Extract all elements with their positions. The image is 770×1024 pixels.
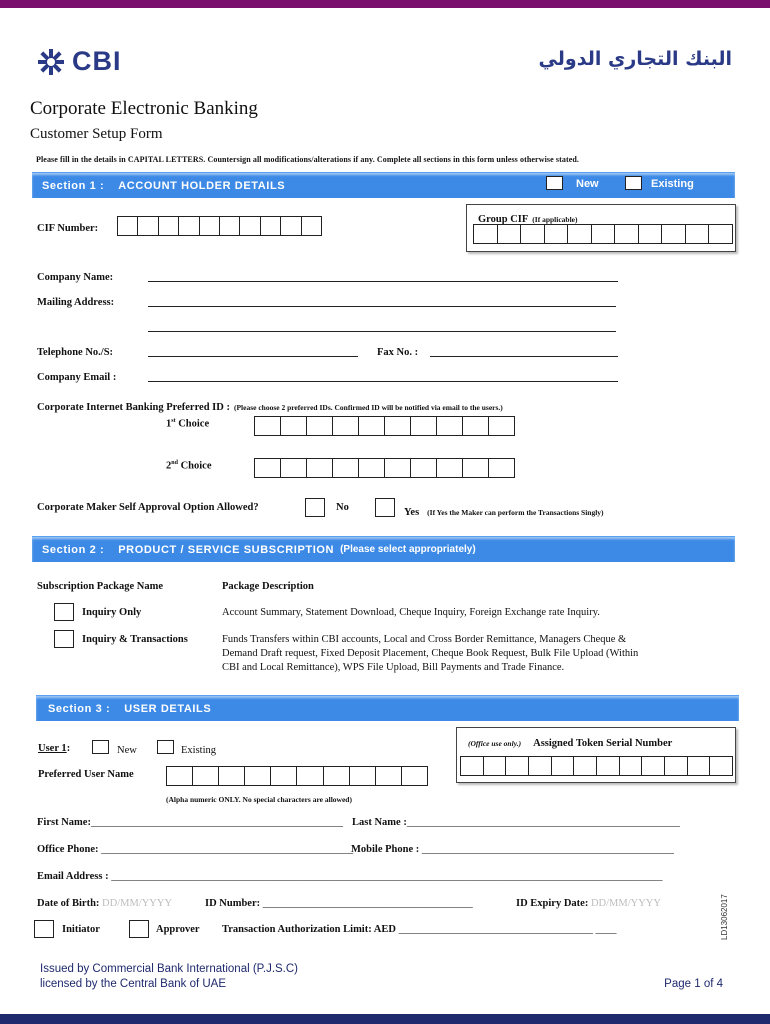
self-approval-yes-checkbox[interactable] (375, 498, 395, 517)
id-expiry-row (516, 898, 661, 909)
id-number-label: ID Number: (205, 898, 261, 909)
first-choice-label: 1st Choice (166, 418, 210, 430)
initiator-label: Initiator (62, 924, 100, 935)
office-use-title (468, 733, 672, 751)
cif-number-label: CIF Number: (37, 223, 99, 234)
document-code: LD13062017 (720, 894, 729, 940)
date-of-birth-label: Date of Birth: (37, 898, 100, 909)
preferred-id-row (37, 397, 503, 415)
bottom-accent-bar (0, 1014, 770, 1024)
self-approval-yes-row (404, 502, 604, 520)
mailing-address-label: Mailing Address: (37, 297, 115, 308)
logo-text: CBI (72, 46, 122, 76)
cif-number-input[interactable] (117, 216, 322, 236)
transaction-limit-row (222, 924, 616, 935)
id-expiry-field[interactable]: DD/MM/YYYY (590, 898, 661, 909)
top-accent-bar (0, 0, 770, 8)
office-phone-row (37, 844, 353, 855)
self-approval-label: Corporate Maker Self Approval Option Allowed? (37, 502, 259, 513)
fax-label: Fax No. : (377, 347, 419, 358)
section-2-heading: PRODUCT / SERVICE SUBSCRIPTION (118, 543, 335, 556)
section-2-heading-note: (Please select appropriately) (340, 544, 476, 555)
instructions-text: Please fill in the details in CAPITAL LETTERS. Countersign all modifications/alterations if any. Complete all sections in this form unless otherwise stated. (36, 155, 580, 164)
inquiry-transactions-description-line-3: CBI and Local Remittance), WPS File Upload, Bill Payments and Trade Finance. (222, 662, 565, 673)
inquiry-transactions-description-line-1: Funds Transfers within CBI accounts, Local and Cross Border Remittance, Managers Cheque & (222, 634, 627, 645)
user-existing-label: Existing (181, 745, 217, 756)
group-cif-input[interactable] (473, 224, 733, 244)
preferred-user-name-label: Preferred User Name (38, 769, 134, 780)
mobile-phone-field[interactable]: ________________________________________________ (421, 844, 674, 855)
office-phone-label: Office Phone: (37, 844, 99, 855)
section-2-header (32, 536, 735, 562)
cbi-logo (36, 46, 122, 77)
first-name-row (37, 817, 343, 828)
user-existing-checkbox[interactable] (157, 740, 174, 754)
user-new-label: New (117, 745, 137, 756)
id-number-field[interactable]: ________________________________________ (262, 898, 473, 909)
email-address-label: Email Address : (37, 871, 109, 882)
footer-issuer: Issued by Commercial Bank International (P.J.S.C) (40, 963, 299, 975)
second-choice-label: 2nd Choice (166, 460, 212, 472)
preferred-user-name-input[interactable] (166, 766, 428, 786)
last-name-row (352, 817, 680, 828)
existing-account-checkbox[interactable] (625, 176, 642, 190)
company-name-field[interactable] (148, 281, 618, 282)
transaction-limit-label: Transaction Authorization Limit: AED (222, 924, 396, 935)
footer-license: licensed by the Central Bank of UAE (40, 978, 227, 990)
date-of-birth-row (37, 898, 172, 909)
user-new-checkbox[interactable] (92, 740, 109, 754)
self-approval-yes-label: Yes (404, 507, 420, 518)
preferred-id-note: (Please choose 2 preferred IDs. Confirmed ID will be notified via email to the users.) (233, 403, 503, 412)
section-3-heading: USER DETAILS (124, 702, 212, 715)
company-email-field[interactable] (148, 381, 618, 382)
last-name-field[interactable]: ____________________________________________________ (406, 817, 680, 828)
first-choice-id-input[interactable] (254, 416, 515, 436)
section-3-header (36, 695, 739, 721)
mailing-address-field-2[interactable] (148, 331, 616, 332)
initiator-checkbox[interactable] (34, 920, 54, 938)
first-name-label: First Name: (37, 817, 91, 828)
id-expiry-label: ID Expiry Date: (516, 898, 589, 909)
inquiry-transactions-description-line-2: Demand Draft request, Fixed Deposit Placement, Cheque Book Request, Bulk File Upload (Within (222, 648, 639, 659)
first-name-field[interactable]: ________________________________________________ (90, 817, 343, 828)
id-number-row (205, 898, 473, 909)
section-1-heading: ACCOUNT HOLDER DETAILS (118, 179, 286, 192)
email-address-field[interactable]: _________________________________________________________________________________________________________ (111, 871, 663, 882)
new-account-label: New (576, 178, 599, 190)
group-cif-label: Group CIF (478, 214, 529, 225)
mailing-address-field-1[interactable] (148, 306, 616, 307)
office-use-note: (Office use only.) (468, 739, 522, 748)
new-account-checkbox[interactable] (546, 176, 563, 190)
inquiry-transactions-checkbox[interactable] (54, 630, 74, 648)
page-title: Corporate Electronic Banking (30, 98, 258, 119)
telephone-label: Telephone No./S: (37, 347, 114, 358)
token-serial-label: Assigned Token Serial Number (533, 738, 673, 749)
approver-label: Approver (156, 924, 200, 935)
self-approval-yes-note: (If Yes the Maker can perform the Transactions Singly) (427, 508, 604, 517)
last-name-label: Last Name : (352, 817, 407, 828)
token-serial-input[interactable] (460, 756, 733, 776)
self-approval-no-checkbox[interactable] (305, 498, 325, 517)
alpha-numeric-note: (Alpha numeric ONLY. No special characters are allowed) (166, 795, 352, 804)
email-address-row (37, 871, 687, 882)
date-of-birth-field[interactable]: DD/MM/YYYY (102, 898, 173, 909)
inquiry-only-label: Inquiry Only (82, 607, 142, 618)
telephone-field[interactable] (148, 356, 358, 357)
mobile-phone-label: Mobile Phone : (351, 844, 420, 855)
existing-account-label: Existing (651, 178, 694, 190)
snowflake-logo-icon (36, 47, 66, 77)
self-approval-no-label: No (336, 502, 349, 513)
section-2-label: Section 2 : (42, 543, 105, 556)
fax-field[interactable] (430, 356, 618, 357)
inquiry-transactions-label: Inquiry & Transactions (82, 634, 188, 645)
office-phone-field[interactable]: ________________________________________________ (101, 844, 354, 855)
inquiry-only-checkbox[interactable] (54, 603, 74, 621)
mobile-phone-row (351, 844, 674, 855)
approver-checkbox[interactable] (129, 920, 149, 938)
group-cif-note: (If applicable) (532, 215, 578, 224)
package-name-column-header: Subscription Package Name (37, 581, 163, 592)
package-description-column-header: Package Description (222, 581, 314, 592)
section-1-label: Section 1 : (42, 179, 105, 192)
company-name-label: Company Name: (37, 272, 114, 283)
transaction-limit-field[interactable]: _____________________________________ ____ (398, 924, 617, 935)
user-1-label: User 1 (38, 743, 67, 754)
company-email-label: Company Email : (37, 372, 117, 383)
page-subtitle: Customer Setup Form (30, 126, 163, 142)
second-choice-id-input[interactable] (254, 458, 515, 478)
arabic-bank-name: البنك التجاري الدولي (538, 48, 732, 70)
page-number: Page 1 of 4 (664, 978, 723, 990)
inquiry-only-description: Account Summary, Statement Download, Cheque Inquiry, Foreign Exchange rate Inquiry. (222, 607, 600, 618)
user-1-label-row: User 1: (38, 743, 71, 754)
section-3-label: Section 3 : (48, 702, 111, 715)
preferred-id-label: Corporate Internet Banking Preferred ID : (37, 402, 230, 413)
